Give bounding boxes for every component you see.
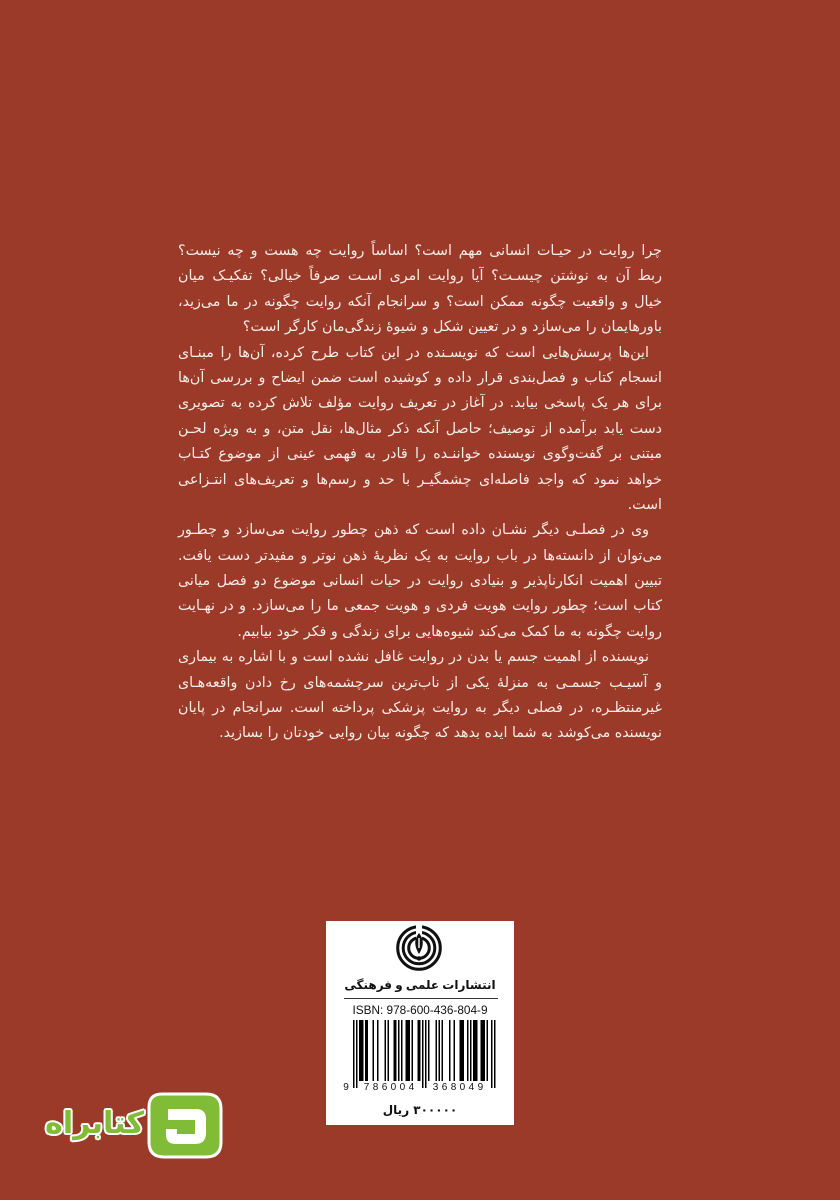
barcode-bar — [365, 1020, 368, 1081]
description-line: دست یابد برآمده از توصیف؛ حاصل آنکه ذکر مثال‌ها، نقل متن، و به ویژه لحـن — [178, 420, 662, 437]
barcode-bar — [388, 1020, 390, 1081]
description-line: خواهد نمود که واجد فاصله‌ای چشمگیـر با حد و رسم‌ها و تعریف‌های انتـزاعی — [178, 471, 662, 488]
barcode-bar — [428, 1020, 430, 1081]
description-line: این‌ها پرسش‌هایی است که نویسـنده در این کتاب طرح کرده، آن‌ها را مبنـای — [178, 344, 649, 361]
description-line: می‌توان از دانسته‌ها در باب روایت به یک نظریهٔ ذهن نوتر و مفیدتر دست یافت. — [178, 547, 662, 564]
description-line: است. — [627, 496, 662, 513]
publisher-emblem-icon — [396, 925, 442, 971]
barcode-bar — [439, 1020, 441, 1081]
label-divider — [344, 998, 498, 999]
barcode-right-digits: 368049 — [432, 1082, 487, 1093]
barcode-bar — [481, 1020, 486, 1081]
description-line: ربط آن به نوشتن چیسـت؟ آیا روایت امری اسـت صرفاً خیالی؟ تفکیـک میان — [178, 268, 662, 285]
description-line: و آسیـب جسمـی به منزلهٔ یکی از ناب‌ترین سرچشمه‌های رخ دادن واقعه‌هـای — [178, 674, 662, 691]
publisher-name: انتشارات علمی و فرهنگی — [344, 978, 496, 992]
description-paragraph — [178, 341, 662, 519]
barcode-guard-bar — [425, 1020, 427, 1088]
description-paragraph — [178, 645, 662, 747]
barcode-bar — [487, 1020, 489, 1081]
price-text: ۳۰۰۰۰۰ ریال — [382, 1103, 458, 1117]
barcode-bar — [394, 1020, 397, 1081]
barcode-guard-bar — [491, 1020, 493, 1088]
description-line: مبتنی بر گفت‌وگوی نویسنده خواننـده را قادر به فهمی عینی از موضوع کتـاب — [178, 446, 662, 463]
barcode-bar — [449, 1020, 451, 1081]
barcode-guard-bar — [494, 1020, 496, 1088]
barcode-label — [326, 921, 514, 1125]
barcode-bar — [373, 1020, 375, 1081]
barcode-bar — [406, 1020, 411, 1081]
barcode-bar — [401, 1020, 403, 1081]
description-line: باورهایمان را می‌سازد و در تعیین شکل و شیوهٔ زندگی‌مان کارگر است؟ — [242, 319, 662, 336]
barcode-bar — [385, 1020, 387, 1081]
isbn-text: ISBN: 978-600-436-804-9 — [352, 1003, 488, 1017]
description-line: کتاب است؛ چطور روایت هویت فردی و هویت جمعی ما را می‌سازد. و در نهـایت — [178, 598, 662, 615]
description-line: نویسنده از اهمیت جسم یا بدن در روایت غافل نشده است و با اشاره به بیماری — [178, 649, 649, 666]
barcode-guard-bar — [422, 1020, 424, 1088]
barcode-bar — [473, 1020, 478, 1081]
barcode-bar — [442, 1020, 444, 1081]
barcode-bar — [454, 1020, 456, 1081]
description-line: نویسنده می‌کوشد به شما ایده بدهد که چگونه بیان روایی خودتان را بسازید. — [219, 725, 662, 742]
barcode-bar — [467, 1020, 469, 1081]
description-line: تبیین اهمیت انکارناپذیر و بنیادی روایت در حیات انسانی موضوع دو فصل میانی — [178, 573, 662, 590]
barcode-bar — [460, 1020, 465, 1081]
barcode-guard-bar — [353, 1020, 355, 1088]
description-line: وی در فصلـی دیگر نشـان داده است که ذهن چطور روایت می‌سازد و چطـور — [178, 522, 649, 539]
description-line: غیرمنتظـره، در فصلی دیگر به روایت پزشکی پرداخته است. سرانجام در پایان — [178, 700, 662, 717]
description-paragraph — [178, 239, 662, 341]
description-line: خیال و واقعیت چگونه ممکن است؟ و سرانجام آنکه روایت چگونه در ما می‌زید، — [178, 293, 662, 310]
description-line: روایت چگونه به ما کمک می‌کند شیوه‌هایی برای زندگی و فکر خود بیابیم. — [237, 623, 662, 640]
barcode-left-digits: 786004 — [363, 1082, 418, 1093]
barcode-bar — [398, 1020, 400, 1081]
barcode-first-digit: 9 — [343, 1082, 349, 1093]
description-paragraph — [178, 518, 662, 645]
description-text — [178, 239, 662, 747]
barcode-bar — [470, 1020, 472, 1081]
ketabrah-logo-icon — [146, 1091, 224, 1160]
ketabrah-logo-text: کتابراه — [45, 1106, 144, 1141]
description-line: انسجام کتاب و فصل‌بندی قرار داده و کوشیده است ضمن ایضاح و بررسی آن‌ها — [178, 369, 662, 386]
description-line: چرا روایت در حیـات انسانی مهم است؟ اساساً روایت چه هست و چه نیست؟ — [178, 243, 662, 259]
description-line: برای هر یک پاسخی بیابد. در آغاز در تعریف روایت مؤلف تلاش کرده به تصویری — [178, 395, 662, 412]
barcode-bar — [377, 1020, 379, 1081]
ketabrah-watermark — [30, 1088, 230, 1164]
barcode-guard-bar — [356, 1020, 358, 1088]
barcode-bar — [436, 1020, 438, 1081]
barcode-bar — [359, 1020, 364, 1081]
barcode-bar — [412, 1020, 414, 1081]
barcode-bar — [418, 1020, 421, 1081]
barcode-bars — [353, 1020, 496, 1088]
